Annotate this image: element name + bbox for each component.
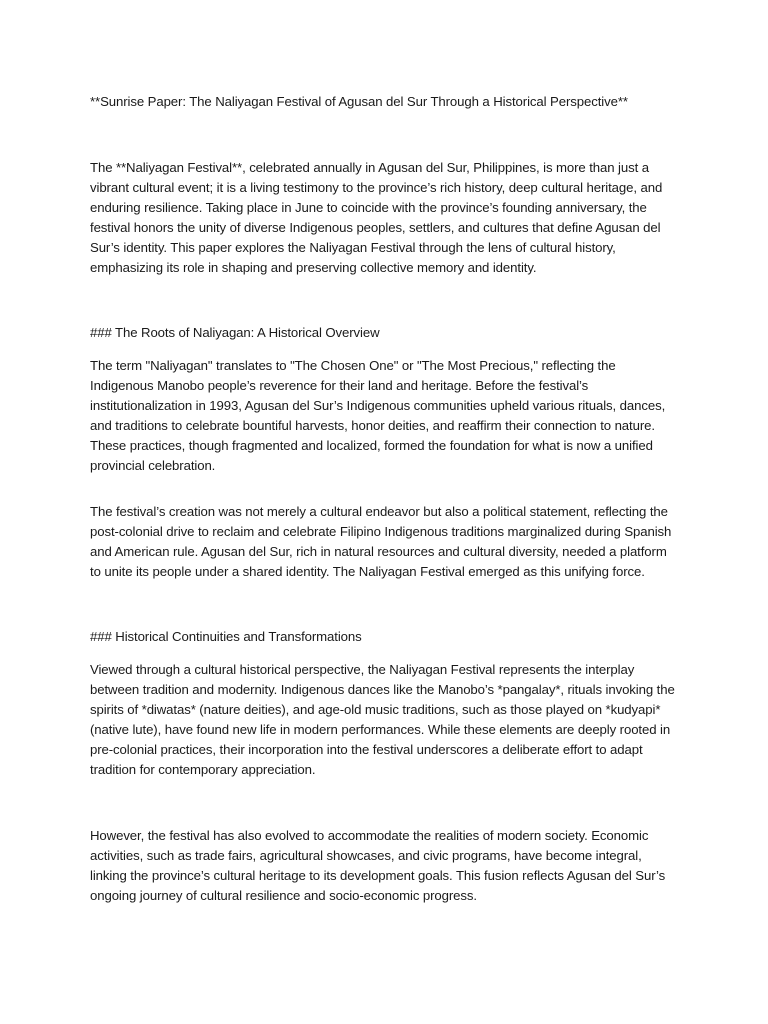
document-title: **Sunrise Paper: The Naliyagan Festival of Agusan del Sur Through a Historical Perspective**: [90, 94, 628, 109]
section-heading-continuities: ### Historical Continuities and Transformations: [90, 629, 362, 644]
continuities-paragraph-2: However, the festival has also evolved to accommodate the realities of modern society. Economic activities, such as trade fairs, agricultural showcases, and civic programs, have become integral, linking the province’s cultural heritage to its development goals. This fusion reflects Agusan del Sur’s ongoing journey of cultural resilience and socio-economic progress.: [90, 828, 666, 903]
continuities-paragraph-1: Viewed through a cultural historical perspective, the Naliyagan Festival represents the interplay between tradition and modernity. Indigenous dances like the Manobo’s *pangalay*, rituals invoking the spirits of *diwatas* (nature deities), and age-old music traditions, such as those played on *kudyapi* (native lute), have found new life in modern performances. While these elements are deeply rooted in pre-colonial practices, their incorporation into the festival underscores a deliberate effort to adapt tradition for contemporary appreciation.: [90, 662, 675, 777]
section-heading-roots: ### The Roots of Naliyagan: A Historical Overview: [90, 325, 380, 340]
intro-paragraph: The **Naliyagan Festival**, celebrated annually in Agusan del Sur, Philippines, is more than just a vibrant cultural event; it is a living testimony to the province’s rich history, deep cultural heritage, and enduring resilience. Taking place in June to coincide with the province’s founding anniversary, the festival honors the unity of diverse Indigenous peoples, settlers, and cultures that define Agusan del Sur’s identity. This paper explores the Naliyagan Festival through the lens of cultural history, emphasizing its role in shaping and preserving collective memory and identity.: [90, 160, 663, 275]
roots-paragraph-2: The festival’s creation was not merely a cultural endeavor but also a political statement, reflecting the post-colonial drive to reclaim and celebrate Filipino Indigenous traditions marginalized during Spanish and American rule. Agusan del Sur, rich in natural resources and cultural diversity, needed a platform to unite its people under a shared identity. The Naliyagan Festival emerged as this unifying force.: [90, 504, 672, 579]
roots-paragraph-1: The term "Naliyagan" translates to "The Chosen One" or "The Most Precious," reflecting the Indigenous Manobo people’s reverence for their land and heritage. Before the festival’s institutionalization in 1993, Agusan del Sur’s Indigenous communities upheld various rituals, dances, and traditions to celebrate bountiful harvests, honor deities, and reaffirm their connection to nature. These practices, though fragmented and localized, formed the foundation for what is now a unified provincial celebration.: [90, 358, 666, 473]
